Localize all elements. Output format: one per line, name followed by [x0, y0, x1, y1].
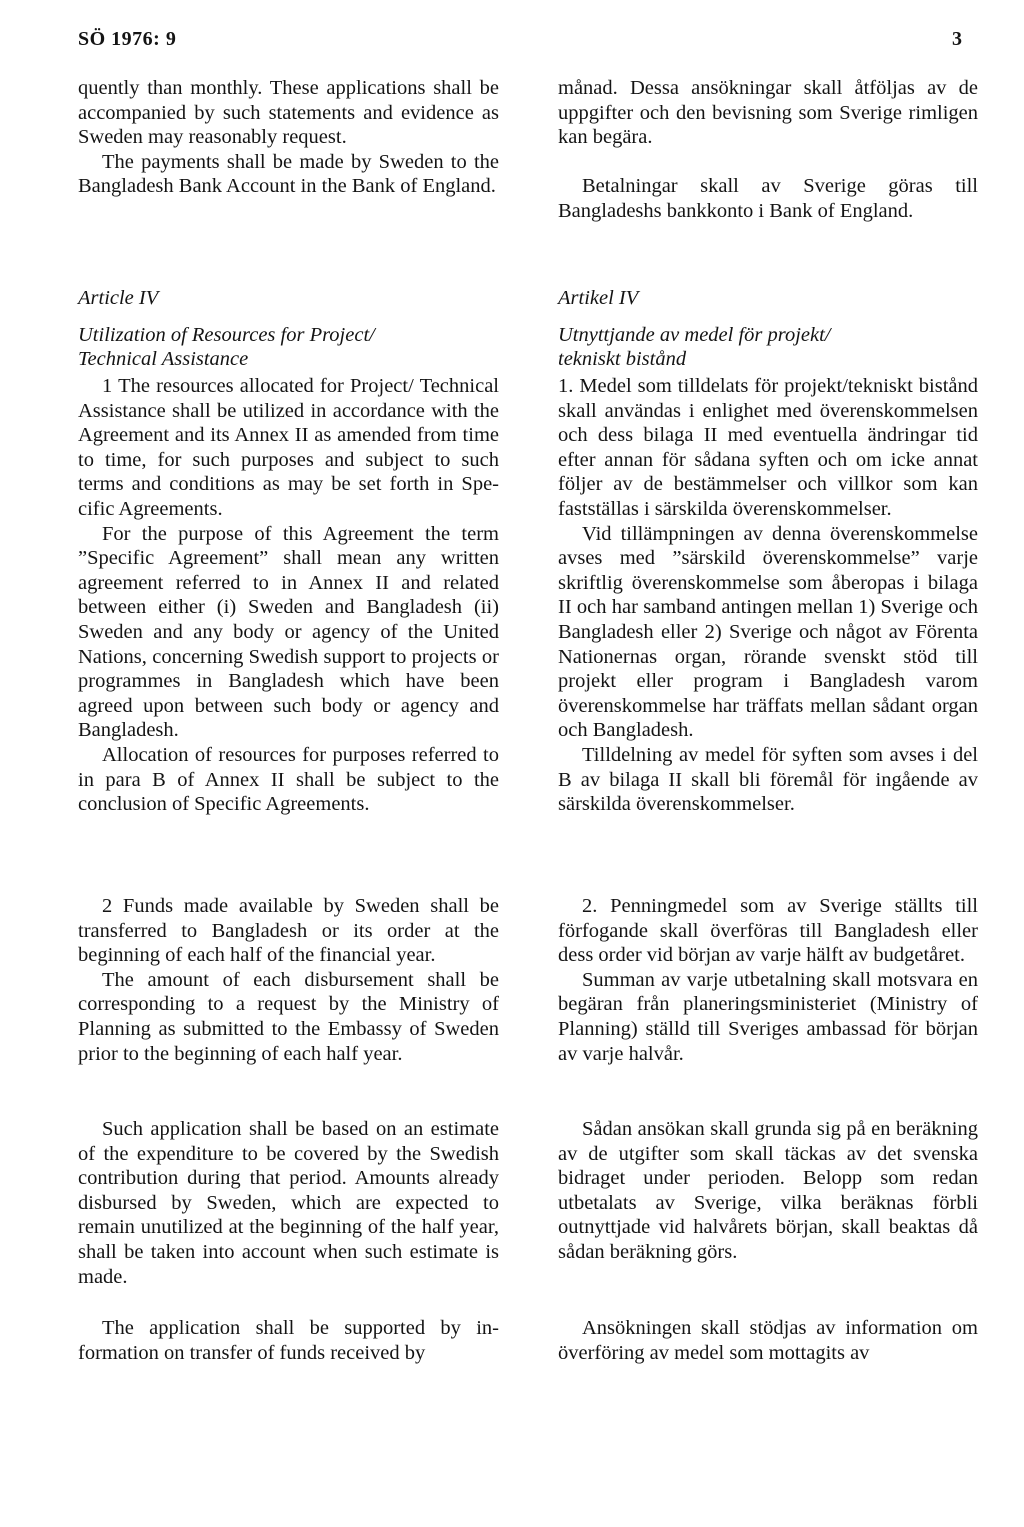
paragraph: Vid tillämpningen av denna överenskommelse avses med ”särskild överenskommelse” varje skriftlig överenskommelse som åberopas i bilaga II och har samband antingen mellan 1) Sverige och Bangladesh eller 2) Sverige och något av Förenta Nationernas organ, rörande svenskt stöd till projekt eller program i Bangladesh varom överenskommelse har träffats mellan sådant organ och Bangladesh.	[558, 522, 978, 742]
page-number: 3	[952, 28, 962, 50]
paragraph: månad. Dessa ansökningar skall åtföljas av de uppgifter och den bevisning som Sverige rimligen kan begära.	[558, 77, 978, 149]
paragraph: 2 Funds made available by Sweden shall be transferred to Bangladesh or its order at the beginning of each half of the financial year.	[78, 895, 499, 967]
section-title-line1: Utnyttjande av medel för projekt/	[558, 324, 831, 346]
swedish-intro	[558, 76, 978, 150]
paragraph: The application shall be supported by information on transfer of funds received by	[78, 1317, 499, 1364]
document-reference: SÖ 1976: 9	[78, 28, 177, 50]
paragraph: Tilldelning av medel för syften som avses i del B av bilaga II skall bli föremål för ingående av särskilda överenskommelser.	[558, 743, 978, 816]
swedish-body-part1	[558, 374, 978, 817]
swedish-intro-2	[558, 174, 978, 223]
paragraph: Allocation of resources for purposes referred to in para B of Annex II shall be subject to the conclusion of Specific Agreements.	[78, 743, 499, 816]
swedish-body-part4	[558, 1316, 978, 1365]
english-body-part4	[78, 1316, 499, 1365]
paragraph: Betalningar skall av Sverige göras till Bangladeshs bankkonto i Bank of England.	[558, 175, 978, 222]
paragraph: The payments shall be made by Sweden to the Bangladesh Bank Account in the Bank of England.	[78, 150, 499, 198]
article-title: Artikel IV	[558, 287, 639, 309]
paragraph: 1. Medel som tilldelats för projekt/tekniskt bistånd skall användas i enlighet med överenskommelsen och dess bilaga II med eventuella ändringar tid efter annan för sådana syften och om icke annat följer av de bestämmelser och villkor som kan fastställas i särskilda överenskommelser.	[558, 375, 978, 520]
swedish-body-part3	[558, 1117, 978, 1265]
paragraph: The amount of each disbursement shall be corresponding to a request by the Ministry of Planning as submitted to the Embassy of Sweden prior to the beginning of each half year.	[78, 968, 499, 1065]
section-title-line1: Utilization of Resources for Project/	[78, 324, 375, 346]
paragraph: For the purpose of this Agreement the term ”Specific Agreement” shall mean any written agreement referred to in Annex II and related between either (i) Sweden and Bangladesh (ii) Sweden and any body or agency of the United Nations, concerning Swedish support to projects or programmes in Bangladesh which have been agreed upon between such body or agency and Bangladesh.	[78, 522, 499, 742]
paragraph: quently than monthly. These applications shall be accompanied by such statements and evidence as Sweden may reasonably request.	[78, 77, 499, 149]
english-body-part1	[78, 374, 499, 817]
paragraph: Ansökningen skall stödjas av information om överföring av medel som mottagits av	[558, 1317, 978, 1364]
english-body-part2	[78, 894, 499, 1066]
english-intro	[78, 76, 499, 199]
swedish-body-part2	[558, 894, 978, 1066]
paragraph: Summan av varje utbetalning skall motsvara en begäran från planeringsministeriet (Ministry of Planning) ställd till Sveriges ambassad för början av varje halvår.	[558, 968, 978, 1065]
paragraph: 1 The resources allocated for Project/ Technical Assistance shall be utilized in accordance with the Agreement and its Annex II as amended from time to time, for such purposes and subject to such terms and conditions as may be set forth in Specific Agreements.	[78, 375, 499, 520]
paragraph: Such application shall be based on an estimate of the expenditure to be covered by the Swedish contribution during that period. Amounts already disbursed by Sweden, which are expected to remain unutilized at the beginning of the half year, shall be taken into account when such estimate is made.	[78, 1118, 499, 1288]
paragraph: 2. Penningmedel som av Sverige ställts till förfogande skall överföras till Bangladesh eller dess order vid början av varje hälft av budgetåret.	[558, 895, 978, 967]
english-body-part3	[78, 1117, 499, 1289]
section-title-line2: Technical Assistance	[78, 348, 249, 370]
section-title-line2: tekniskt bistånd	[558, 348, 687, 370]
article-title: Article IV	[78, 287, 159, 309]
paragraph: Sådan ansökan skall grunda sig på en beräkning av de utgifter som skall täckas av det svenska bidraget under perioden. Belopp som redan utbetalats av Sverige, vilka beräknas förbli outnyttjade vid halvårets början, skall beaktas då sådan beräkning görs.	[558, 1118, 978, 1263]
